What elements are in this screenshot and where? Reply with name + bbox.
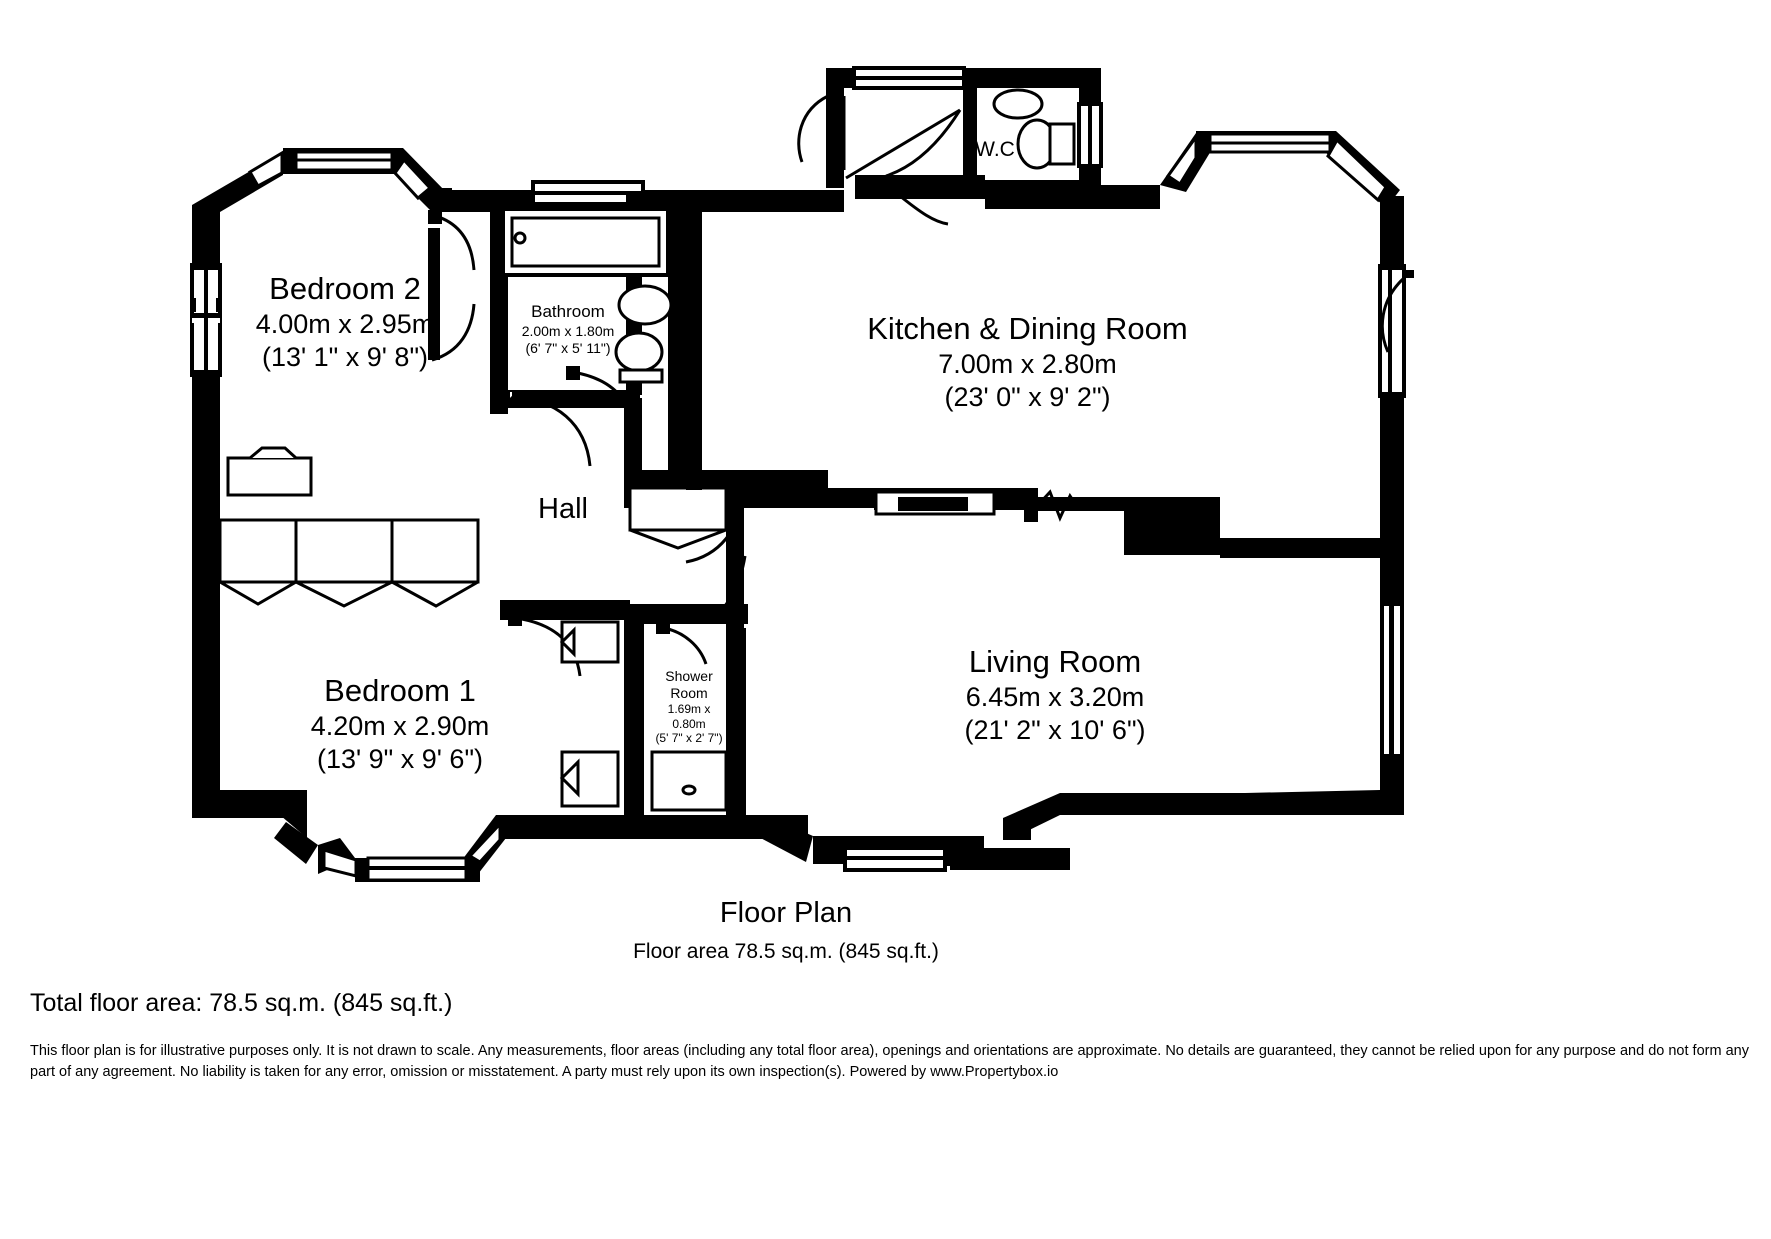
room-dimension-metric: 6.45m x 3.20m [965,681,1145,712]
room-dimension-imperial: (13' 1" x 9' 8") [261,341,429,372]
room-label-wc [930,137,1060,163]
room-dimension-imperial: (5' 7" x 2' 7") [655,731,723,746]
plan-title [586,896,986,965]
room-name-line-2: Room [670,685,708,702]
disclaimer-text: This floor plan is for illustrative purposes only. It is not drawn to scale. Any measurements, floor areas (including any total floor area), openings and orientations are approximate. No details are guaranteed, they cannot be relied upon for any purpose and do not form any part of any agreement. No liability is taken for any error, omission or misstatement. A party must rely upon its own inspection(s). Powered by www.Propertybox.io [30,1043,1749,1081]
room-dimension-metric-line-1: 1.69m x [667,702,711,717]
room-name: Living Room [968,644,1142,679]
room-label-bedroom-1 [235,672,565,776]
plan-title-text: Floor Plan [719,897,853,929]
room-label-shower-room [634,668,744,746]
room-dimension-imperial: (23' 0" x 9' 2") [944,381,1111,412]
room-dimension-imperial: (21' 2" x 10' 6") [964,714,1146,745]
room-label-living-room [890,643,1220,747]
room-dimension-metric: 4.20m x 2.90m [310,710,490,741]
room-name: Bathroom [531,302,605,321]
room-name: Bedroom 2 [269,271,421,306]
room-name-line-1: Shower [665,668,713,684]
room-name: Bedroom 1 [324,673,476,708]
room-name: Hall [538,493,588,525]
room-label-bedroom-2 [180,270,510,374]
room-dimension-imperial: (13' 9" x 9' 6") [316,743,484,774]
room-label-hall [470,492,656,527]
plan-subtitle: Floor area 78.5 sq.m. (845 sq.ft.) [633,940,939,964]
room-dimension-metric-line-2: 0.80m [672,716,706,731]
room-name: Kitchen & Dining Room [867,311,1188,346]
room-label-bathroom [468,302,668,357]
room-dimension-imperial: (6' 7" x 5' 11") [525,339,611,356]
room-label-kitchen-dining-room [830,310,1225,414]
room-dimension-metric: 2.00m x 1.80m [521,322,615,339]
room-dimension-metric: 7.00m x 2.80m [938,348,1117,379]
total-floor-area: Total floor area: 78.5 sq.m. (845 sq.ft.) [30,989,453,1017]
room-dimension-metric: 4.00m x 2.95m [255,308,435,339]
room-name: W.C [975,138,1015,161]
